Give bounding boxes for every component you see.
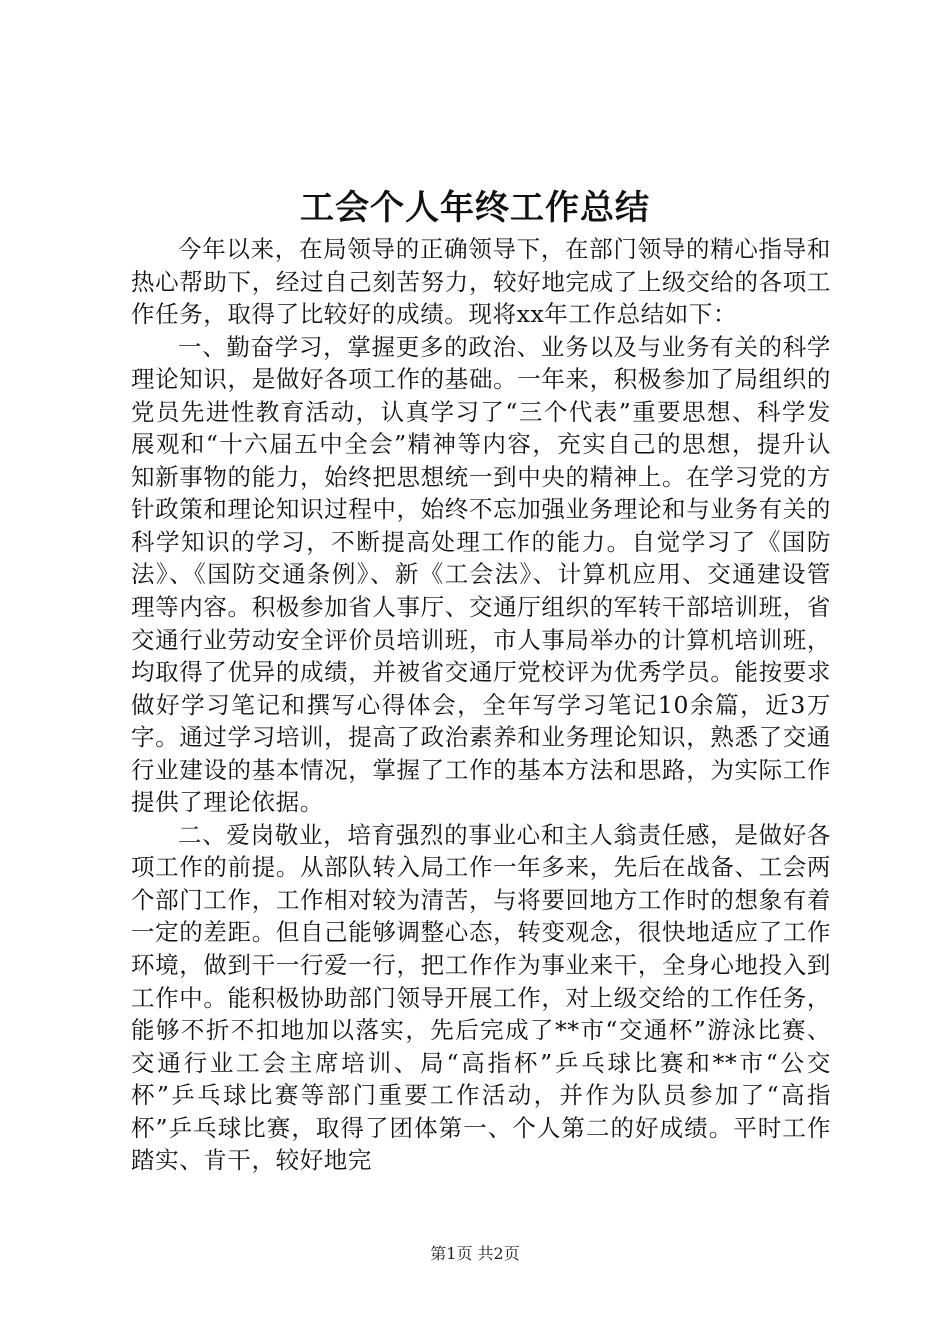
paragraph-section-one: 一、勤奋学习，掌握更多的政治、业务以及与业务有关的科学理论知识，是做好各项工作的基础。一年来，积极参加了局组织的党员先进性教育活动，认真学习了“三个代表”重要思想、科学发展观和“十六届五中全会”精神等内容，充实自己的思想，提升认知新事物的能力，始终把思想统一到中央的精神上。在学习党的方针政策和理论知识过程中，始终不忘加强业务理论和与业务有关的科学知识的学习，不断提高处理工作的能力。自觉学习了《国防法》、《国防交通条例》、新《工会法》、计算机应用、交通建设管理等内容。积极参加省人事厅、交通厅组织的军转干部培训班，省交通行业劳动安全评价员培训班，市人事局举办的计算机培训班，均取得了优异的成绩，并被省交通厅党校评为优秀学员。能按要求做好学习笔记和撰写心得体会，全年写学习笔记10余篇，近3万字。通过学习培训，提高了政治素养和业务理论知识，熟悉了交通行业建设的基本情况，掌握了工作的基本方法和思路，为实际工作提供了理论依据。 <box>131 332 831 817</box>
page-footer: 第1页 共2页 <box>430 1244 520 1263</box>
paragraph-intro: 今年以来，在局领导的正确领导下，在部门领导的精心指导和热心帮助下，经过自己刻苦努力，较好地完成了上级交给的各项工作任务，取得了比较好的成绩。现将xx年工作总结如下： <box>131 235 831 329</box>
document-body <box>131 233 831 1177</box>
paragraph-section-two: 二、爱岗敬业，培育强烈的事业心和主人翁责任感，是做好各项工作的前提。从部队转入局工作一年多来，先后在战备、工会两个部门工作，工作相对较为清苦，与将要回地方工作时的想象有着一定的差距。但自己能够调整心态，转变观念，很快地适应了工作环境，做到干一行爱一行，把工作作为事业来干，全身心地投入到工作中。能积极协助部门领导开展工作，对上级交给的工作任务，能够不折不扣地加以落实，先后完成了**市“交通杯”游泳比赛、交通行业工会主席培训、局“高指杯”乒乓球比赛和**市“公交杯”乒乓球比赛等部门重要工作活动，并作为队员参加了“高指杯”乒乓球比赛，取得了团体第一、个人第二的好成绩。平时工作踏实、肯干，较好地完 <box>131 820 831 1175</box>
document-title: 工会个人年终工作总结 <box>300 188 650 228</box>
